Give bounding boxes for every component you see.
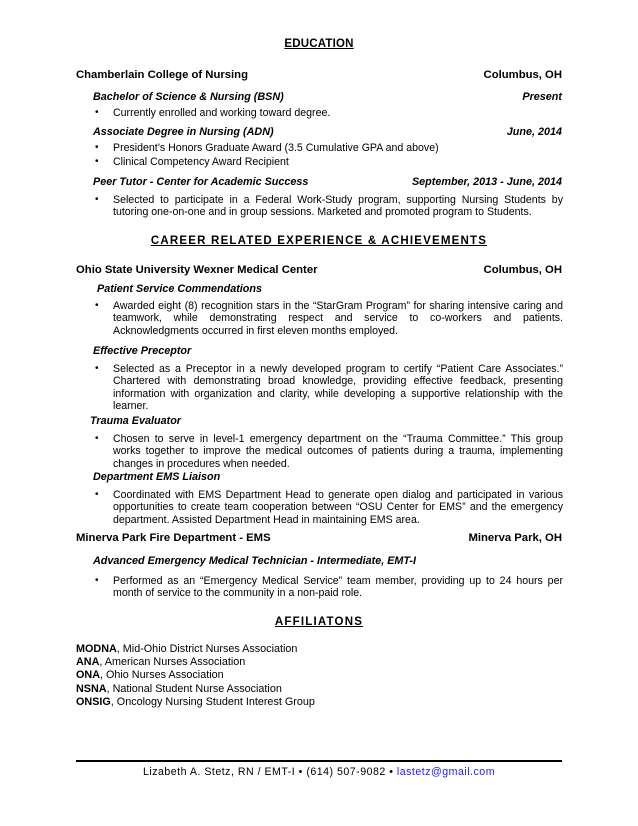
role-title: Patient Service Commendations: [97, 283, 263, 295]
degree-name: Bachelor of Science & Nursing (BSN): [93, 91, 284, 103]
employer-row: [76, 532, 562, 544]
list-item: • Performed as an “Emergency Medical Service” team member, providing up to 24 hours per month of service to the community in a non-paid role.: [95, 575, 563, 600]
list-item: ANA, American Nurses Association: [76, 656, 246, 669]
role-bullets: [93, 575, 563, 602]
role-title: Effective Preceptor: [93, 345, 192, 357]
degree-row: [93, 91, 562, 103]
list-item: • Currently enrolled and working toward degree.: [95, 107, 331, 119]
list-item: • Selected as a Preceptor in a newly developed program to certify “Patient Care Associates.” Chartered with demonstrating broad knowledge, providing effective feedback, presenting information with organization and clarity, while developing a supportive relationship with the learner.: [95, 363, 563, 412]
role-title: Department EMS Liaison: [93, 471, 221, 483]
role-bullets: [93, 489, 563, 528]
degree-bullets: [93, 142, 563, 171]
tutor-row: [93, 176, 562, 188]
role-title: Advanced Emergency Medical Technician - Intermediate, EMT-I: [93, 555, 416, 567]
school-name: Chamberlain College of Nursing: [76, 69, 248, 81]
degree-row: [93, 126, 562, 138]
tutor-date: September, 2013 - June, 2014: [411, 176, 562, 188]
list-item: MODNA, Mid-Ohio District Nurses Association: [76, 643, 298, 655]
affiliations-list: [76, 643, 315, 709]
employer-location: Minerva Park, OH: [468, 532, 562, 544]
list-item: • President’s Honors Graduate Award (3.5 Cumulative GPA and above): [95, 142, 439, 154]
tutor-title: Peer Tutor - Center for Academic Success: [93, 176, 309, 188]
list-item: • Clinical Competency Award Recipient: [95, 156, 289, 169]
email-link[interactable]: lastetz@gmail.com: [396, 766, 496, 778]
education-heading: EDUCATION: [284, 38, 354, 50]
footer-divider: [76, 760, 562, 762]
career-heading: CAREER RELATED EXPERIENCE & ACHIEVEMENTS: [150, 235, 488, 247]
list-item: • Chosen to serve in level-1 emergency department on the “Trauma Committee.” This group works together to improve the medical outcomes of patients during a trauma, implementing changes in procedures when needed.: [95, 433, 563, 470]
employer-name: Ohio State University Wexner Medical Center: [76, 264, 318, 276]
tutor-bullets: [93, 194, 563, 221]
role-bullets: [93, 300, 563, 339]
list-item: NSNA, National Student Nurse Association: [76, 682, 282, 695]
employer-location: Columbus, OH: [483, 264, 562, 276]
degree-bullets: [93, 107, 563, 121]
list-item: • Awarded eight (8) recognition stars in the “StarGram Program” for sharing intensive caring and teamwork, while demonstrating respect and service to co-workers and patients. Acknowledgments occurred in first eleven months employed.: [95, 300, 563, 337]
degree-name: Associate Degree in Nursing (ADN): [93, 126, 274, 138]
school-row: [76, 69, 562, 81]
employer-row: [76, 264, 562, 276]
degree-date: Present: [522, 91, 562, 103]
degree-date: June, 2014: [506, 126, 562, 138]
employer-name: Minerva Park Fire Department - EMS: [76, 532, 271, 544]
role-title: Trauma Evaluator: [90, 415, 182, 427]
list-item: ONA, Ohio Nurses Association: [76, 669, 224, 682]
footer-contact: Lizabeth A. Stetz, RN / EMT-I • (614) 507-9082 •: [142, 766, 397, 778]
footer: [0, 766, 638, 778]
role-bullets: [93, 433, 563, 472]
list-item: • Selected to participate in a Federal Work-Study program, supporting Nursing Students by tutoring one-on-one and in group sessions. Marketed and promoted program to Students.: [95, 194, 563, 219]
affiliations-heading: AFFILIATONS: [274, 616, 364, 628]
role-bullets: [93, 363, 563, 414]
list-item: • Coordinated with EMS Department Head to generate open dialog and participated in various opportunities to create team cooperation between “OSU Center for EMS” and the emergency department. Assisted Department Head in maintaining EMS area.: [95, 489, 563, 526]
school-location: Columbus, OH: [483, 69, 562, 81]
list-item: ONSIG, Oncology Nursing Student Interest Group: [76, 695, 315, 708]
